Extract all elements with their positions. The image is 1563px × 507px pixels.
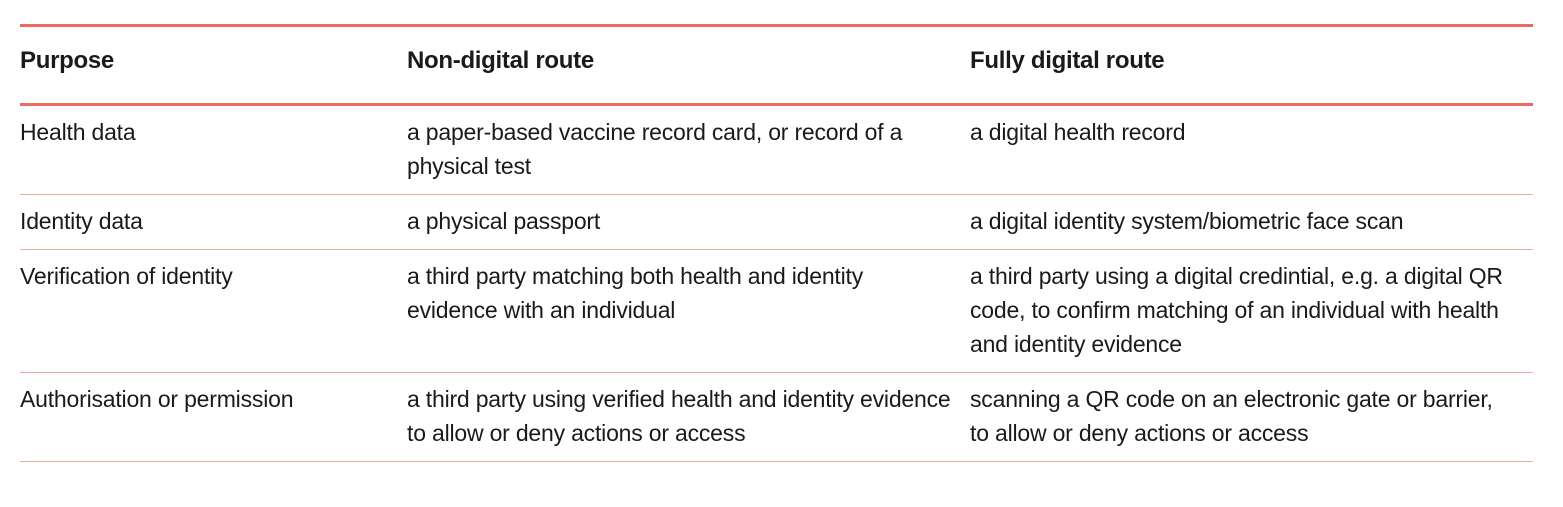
header-fully-digital-route: Fully digital route <box>970 47 1165 74</box>
cell-non-digital: a physical passport <box>407 208 601 234</box>
cell-purpose: Authorisation or permission <box>20 386 294 412</box>
comparison-table-container <box>20 24 1533 462</box>
header-purpose: Purpose <box>20 47 114 74</box>
cell-fully-digital: a digital identity system/biometric face scan <box>970 208 1404 234</box>
cell-non-digital: a third party matching both health and identity evidence with an individual <box>407 263 864 323</box>
cell-fully-digital: a digital health record <box>970 119 1186 145</box>
table-row <box>20 195 1533 250</box>
cell-purpose: Identity data <box>20 208 143 234</box>
cell-fully-digital: a third party using a digital credintial, e.g. a digital QR code, to confirm matching of an individual with health and identity evidence <box>970 263 1503 357</box>
table-row <box>20 105 1533 195</box>
table-header <box>20 26 1533 105</box>
header-non-digital-route: Non-digital route <box>407 47 594 74</box>
header-row <box>20 26 1533 105</box>
table-row <box>20 373 1533 462</box>
table-body <box>20 105 1533 462</box>
cell-non-digital: a paper-based vaccine record card, or record of a physical test <box>407 119 903 179</box>
cell-non-digital: a third party using verified health and identity evidence to allow or deny actions or access <box>407 386 951 446</box>
cell-purpose: Health data <box>20 119 136 145</box>
table-row <box>20 250 1533 373</box>
cell-purpose: Verification of identity <box>20 263 233 289</box>
cell-fully-digital: scanning a QR code on an electronic gate or barrier, to allow or deny actions or access <box>970 386 1493 446</box>
comparison-table <box>20 24 1533 462</box>
